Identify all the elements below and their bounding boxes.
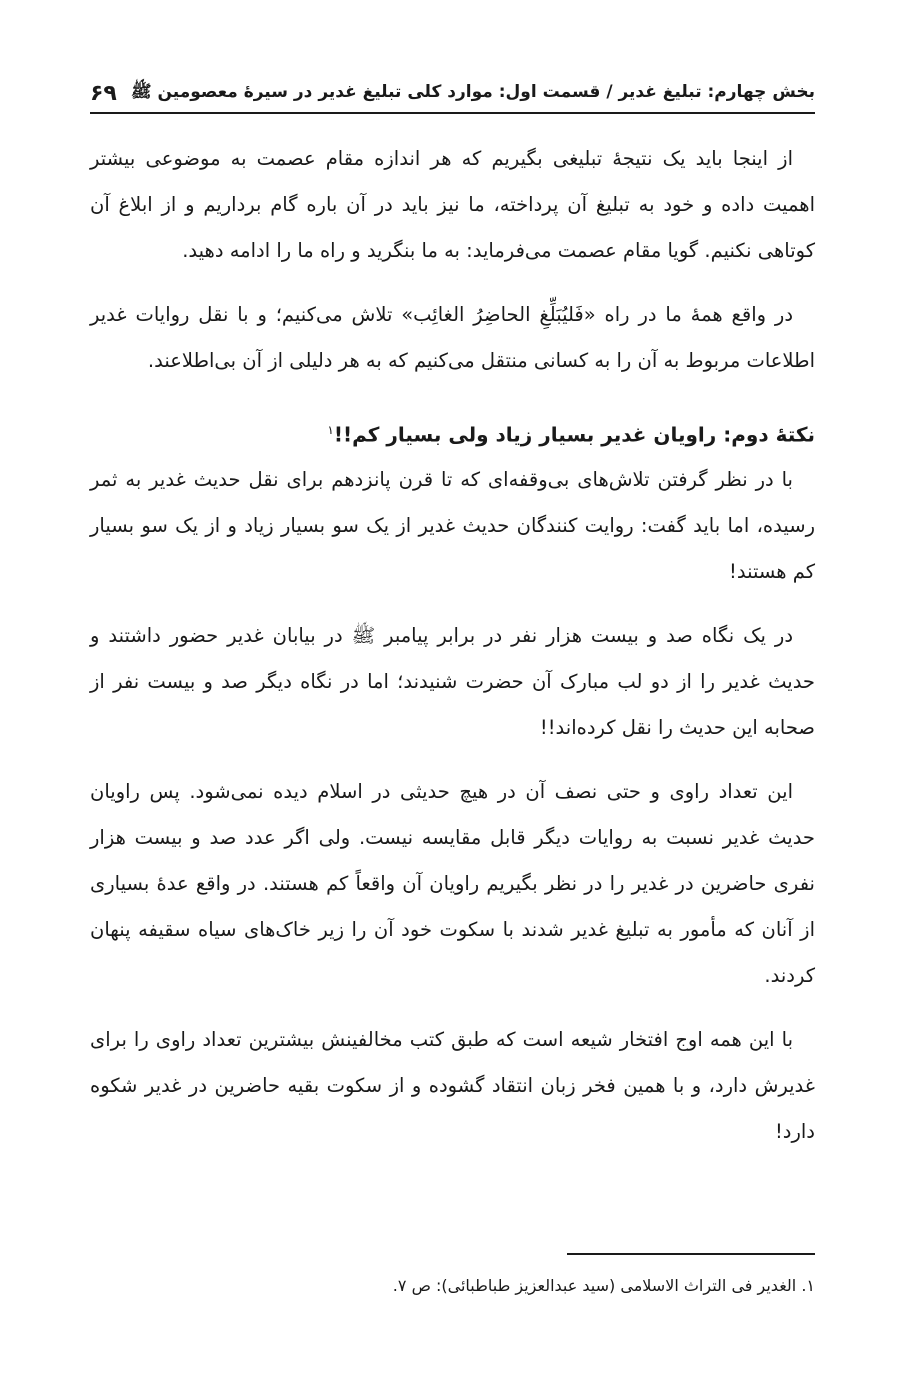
paragraph-gap — [90, 274, 815, 292]
footnote-reference[interactable]: ۱ — [327, 423, 334, 437]
page-header — [90, 70, 815, 114]
footnote: ۱. الغدیر فی التراث الاسلامی (سید عبدالعزیز طباطبائی): ص ۷. — [392, 1276, 815, 1295]
page-number: ۶۹ — [90, 81, 117, 106]
paragraph: در واقع همۀ ما در راه «فَلیُبَلِّغِ الحاضِرُ الغائِب» تلاش می‌کنیم؛ و با نقل روایات غدیر اطلاعات مربوط به آن را به کسانی منتقل می‌کنیم که به هر دلیلی از آن بی‌اطلاعند. — [90, 303, 815, 372]
paragraph-gap — [90, 595, 815, 613]
paragraph-gap — [90, 384, 815, 402]
paragraph: با در نظر گرفتن تلاش‌های بی‌وقفه‌ای که تا قرن پانزدهم برای نقل حدیث غدیر به ثمر رسیده، اما باید گفت: روایت کنندگان حدیث غدیر از یک سو بسیار زیاد و از یک سو بسیار کم هستند! — [90, 467, 815, 583]
footnote-divider — [567, 1253, 815, 1255]
paragraph: با این همه اوج افتخار شیعه است که طبق کتب مخالفینش بیشترین تعداد راوی را برای غدیرش دارد، و با همین فخر زبان انتقاد گشوده و از سکوت بقیه حاضرین در غدیر شکوه دارد! — [90, 1027, 815, 1143]
paragraph: از اینجا باید یک نتیجۀ تبلیغی بگیریم که هر اندازه مقام عصمت به موضوعی بیشتر اهمیت داده و خود به تبلیغ آن پرداخته، ما نیز باید در آن باره گام برداریم و از ابلاغ آن کوتاهی نکنیم. گویا مقام عصمت می‌فرماید: به ما بنگرید و راه ما را ادامه دهید. — [90, 147, 815, 262]
section-heading — [90, 408, 815, 457]
paragraph: این تعداد راوی و حتی نصف آن در هیچ حدیثی در اسلام دیده نمی‌شود. پس راویان حدیث غدیر نسبت به روایات دیگر قابل مقایسه نیست. ولی اگر عدد صد و بیست هزار نفری حاضرین در غدیر را در نظر بگیریم راویان آن واقعاً کم هستند. در واقع عدۀ بسیاری از آنان که مأمور به تبلیغ غدیر شدند با سکوت خود آن را زیر خاک‌های سیاه سقیفه پنهان کردند. — [90, 779, 815, 987]
paragraph-gap — [90, 751, 815, 769]
running-title: بخش چهارم: تبلیغ غدیر / قسمت اول: موارد کلی تبلیغ غدیر در سیرۀ معصومین ﷺ — [131, 82, 815, 102]
paragraph-gap — [90, 999, 815, 1017]
paragraph: در یک نگاه صد و بیست هزار نفر در برابر پیامبر ﷺ در بیابان غدیر حضور داشتند و حدیث غدیر را از دو لب مبارک آن حضرت شنیدند؛ اما در نگاه دیگر صد و بیست نفر از صحابه این حدیث را نقل کرده‌اند!! — [90, 623, 815, 739]
section-heading-text: نکتۀ دوم: راویان غدیر بسیار زیاد ولی بسیار کم!! — [333, 422, 815, 447]
page-body — [90, 70, 815, 1155]
